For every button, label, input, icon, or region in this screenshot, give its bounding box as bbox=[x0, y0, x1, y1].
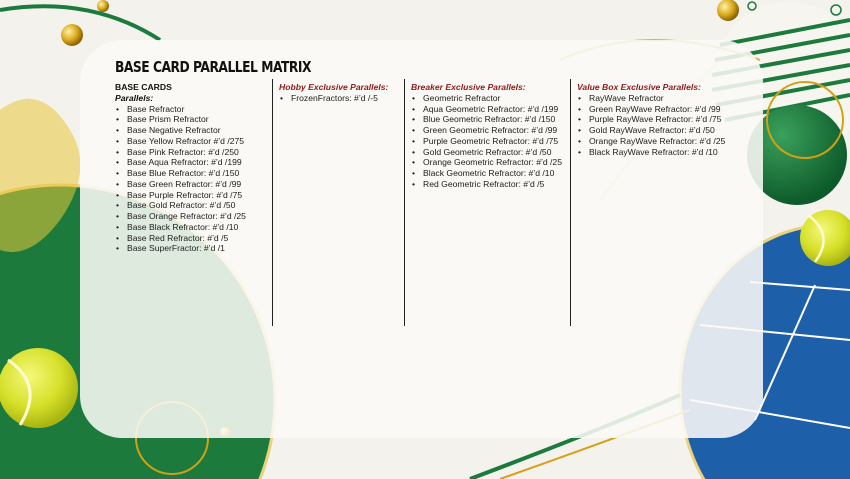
column-base-cards bbox=[115, 82, 246, 254]
list-item: • Base Prism Refractor bbox=[115, 114, 246, 125]
list-item: • Base Gold Refractor: #’d /50 bbox=[115, 200, 246, 211]
list-item: • Black RayWave Refractor: #’d /10 bbox=[577, 147, 725, 158]
list-item: • Gold Geometric Refractor: #’d /50 bbox=[411, 147, 562, 158]
list-item: • RayWave Refractor bbox=[577, 93, 725, 104]
list-item: • Blue Geometric Refractor: #’d /150 bbox=[411, 114, 562, 125]
list-item: • Base Black Refractor: #’d /10 bbox=[115, 222, 246, 233]
column-hobby-exclusive bbox=[279, 82, 388, 104]
list-item: • Geometric Refractor bbox=[411, 93, 562, 104]
list-item: • Aqua Geometric Refractor: #’d /199 bbox=[411, 104, 562, 115]
column-heading: Value Box Exclusive Parallels: bbox=[577, 82, 701, 92]
column-subheading: Parallels: bbox=[115, 92, 154, 103]
parallel-list bbox=[279, 93, 388, 104]
page-title: BASE CARD PARALLEL MATRIX bbox=[115, 58, 311, 76]
list-item: • Base Red Refractor: #’d /5 bbox=[115, 233, 246, 244]
column-heading: Hobby Exclusive Parallels: bbox=[279, 82, 389, 92]
list-item: • Base Purple Refractor: #’d /75 bbox=[115, 190, 246, 201]
list-item: • Base SuperFractor: #’d /1 bbox=[115, 243, 246, 254]
list-item: • Green RayWave Refractor: #’d /99 bbox=[577, 104, 725, 115]
list-item: • Base Blue Refractor: #’d /150 bbox=[115, 168, 246, 179]
column-divider bbox=[570, 79, 571, 326]
list-item: • Green Geometric Refractor: #’d /99 bbox=[411, 125, 562, 136]
list-item: • Base Green Refractor: #’d /99 bbox=[115, 179, 246, 190]
list-item: • Base Aqua Refractor: #’d /199 bbox=[115, 157, 246, 168]
parallel-list bbox=[411, 93, 562, 190]
parallel-list bbox=[577, 93, 725, 158]
column-value-box-exclusive bbox=[577, 82, 725, 157]
list-item: • Black Geometric Refractor: #’d /10 bbox=[411, 168, 562, 179]
column-breaker-exclusive bbox=[411, 82, 562, 190]
list-item: • Base Yellow Refractor #’d /275 bbox=[115, 136, 246, 147]
column-divider bbox=[404, 79, 405, 326]
list-item: • Orange RayWave Refractor: #’d /25 bbox=[577, 136, 725, 147]
list-item: • Purple Geometric Refractor: #’d /75 bbox=[411, 136, 562, 147]
list-item: • Base Negative Refractor bbox=[115, 125, 246, 136]
list-item: • Base Orange Refractor: #’d /25 bbox=[115, 211, 246, 222]
list-item: • Red Geometric Refractor: #’d /5 bbox=[411, 179, 562, 190]
parallel-list bbox=[115, 104, 246, 255]
list-item: • Gold RayWave Refractor: #’d /50 bbox=[577, 125, 725, 136]
column-heading: BASE CARDS bbox=[115, 82, 172, 92]
list-item: • Base Refractor bbox=[115, 104, 246, 115]
column-divider bbox=[272, 79, 273, 326]
list-item: • Purple RayWave Refractor: #’d /75 bbox=[577, 114, 725, 125]
list-item: • Base Pink Refractor: #’d /250 bbox=[115, 147, 246, 158]
column-heading: Breaker Exclusive Parallels: bbox=[411, 82, 526, 92]
list-item: • FrozenFractors: #’d /-5 bbox=[279, 93, 388, 104]
list-item: • Orange Geometric Refractor: #’d /25 bbox=[411, 157, 562, 168]
